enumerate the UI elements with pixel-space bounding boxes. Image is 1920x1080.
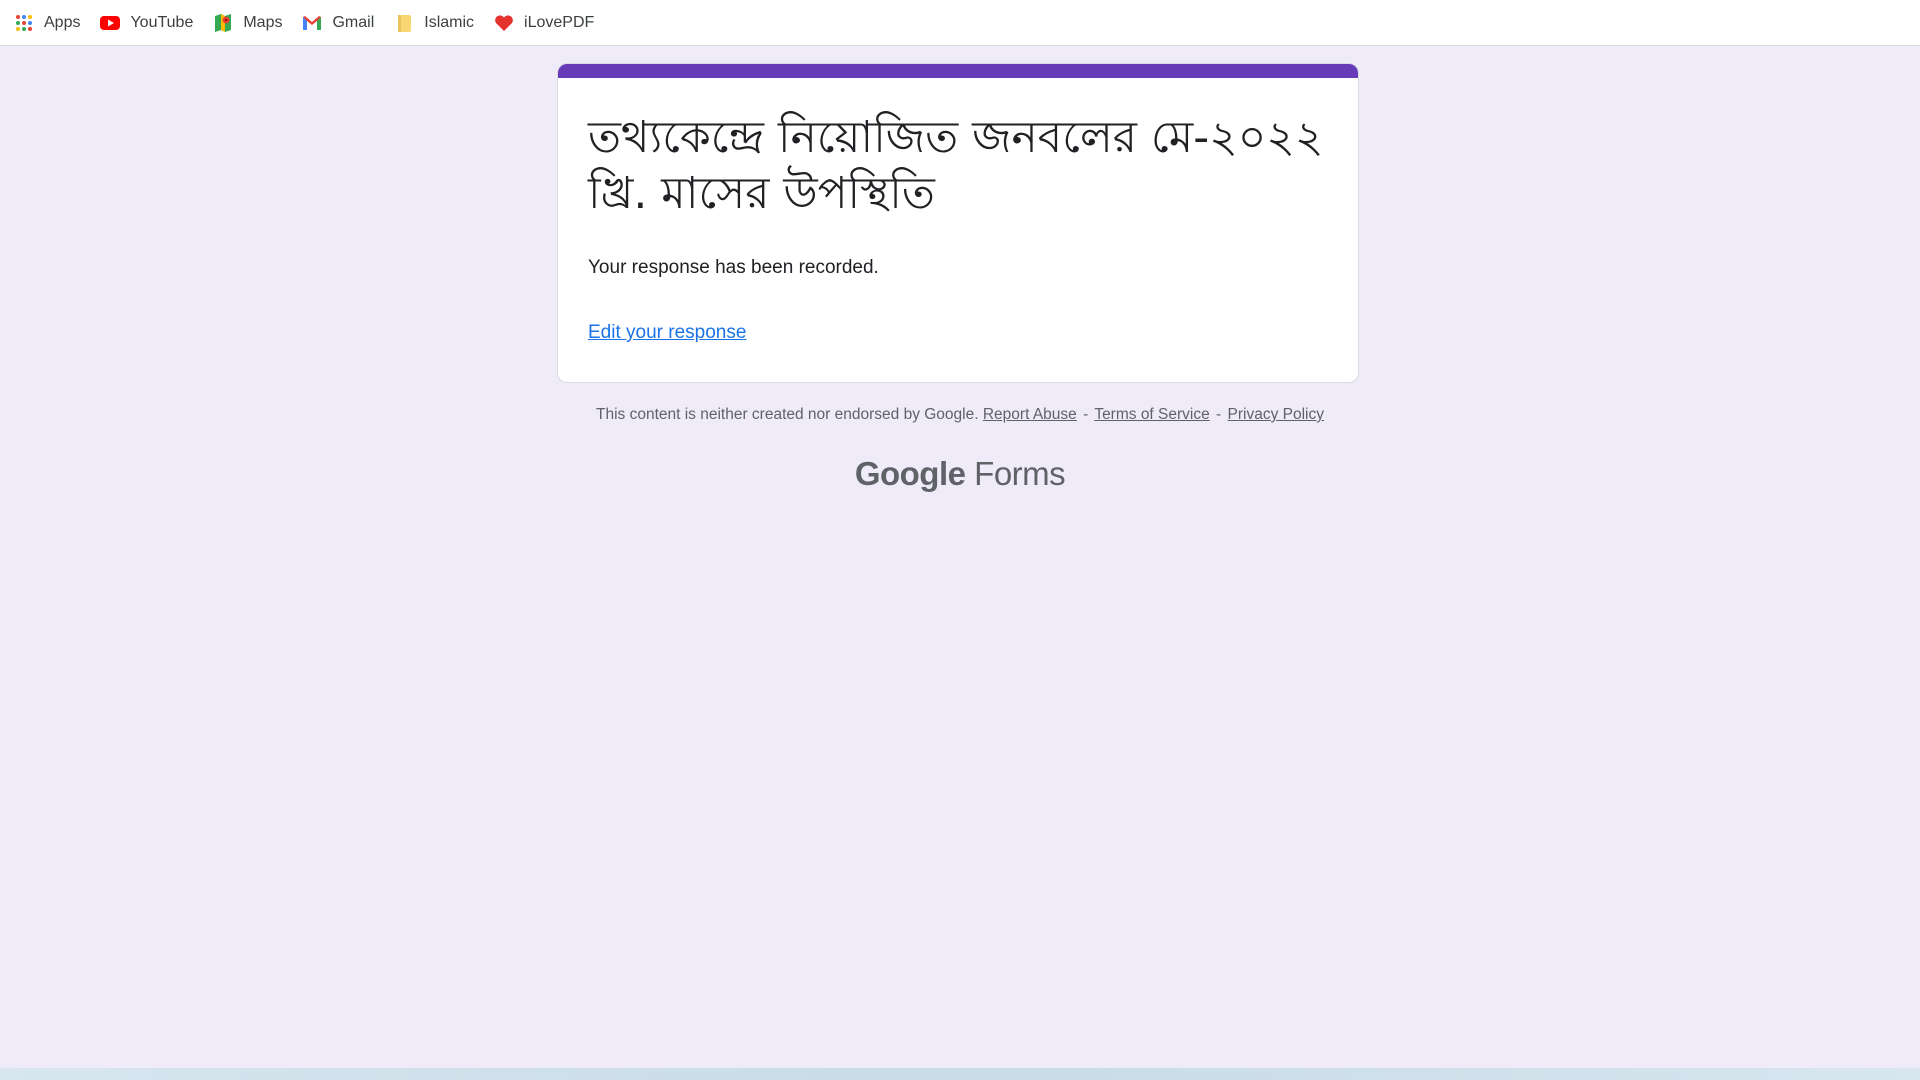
footer-disclaimer [0, 406, 1920, 424]
bookmark-islamic[interactable] [394, 7, 484, 39]
report-abuse-link[interactable]: Report Abuse [982, 406, 1077, 423]
privacy-policy-link[interactable]: Privacy Policy [1227, 406, 1324, 423]
apps-grid-icon [14, 13, 34, 33]
bookmark-label: iLovePDF [524, 13, 595, 31]
terms-of-service-link[interactable]: Terms of Service [1094, 406, 1210, 423]
bookmark-ilovepdf[interactable] [494, 7, 604, 39]
bookmark-youtube[interactable] [100, 7, 203, 39]
form-title: তথ্যকেন্দ্রে নিয়োজিত জনবলের মে-২০২২ খ্রি. মাসের উপস্থিতি [588, 112, 1324, 219]
bookmark-maps[interactable] [213, 7, 292, 39]
bookmark-label: Islamic [424, 13, 475, 31]
confirmation-card [557, 63, 1359, 383]
card-accent-bar [558, 64, 1358, 78]
bookmark-apps[interactable] [14, 7, 90, 39]
separator: - [1083, 406, 1089, 423]
youtube-icon [100, 13, 120, 33]
brand-google: Google [854, 455, 966, 492]
separator: - [1216, 406, 1222, 423]
heart-icon [494, 13, 514, 33]
google-forms-logo[interactable] [0, 455, 1920, 493]
bookmark-label: YouTube [130, 13, 194, 31]
disclaimer-text: This content is neither created nor endorsed by Google. [595, 406, 979, 423]
brand-forms: Forms [974, 455, 1066, 492]
bookmark-label: Gmail [332, 13, 375, 31]
edit-response-link[interactable]: Edit your response [588, 322, 747, 343]
bookmark-gmail[interactable] [302, 7, 384, 39]
taskbar-edge [0, 1068, 1920, 1080]
bookmark-label: Maps [243, 13, 283, 31]
confirmation-message: Your response has been recorded. [588, 257, 879, 278]
folder-icon [394, 13, 414, 33]
gmail-icon [302, 13, 322, 33]
bookmark-label: Apps [44, 13, 81, 31]
bookmarks-bar [0, 0, 1920, 46]
maps-icon [213, 13, 233, 33]
